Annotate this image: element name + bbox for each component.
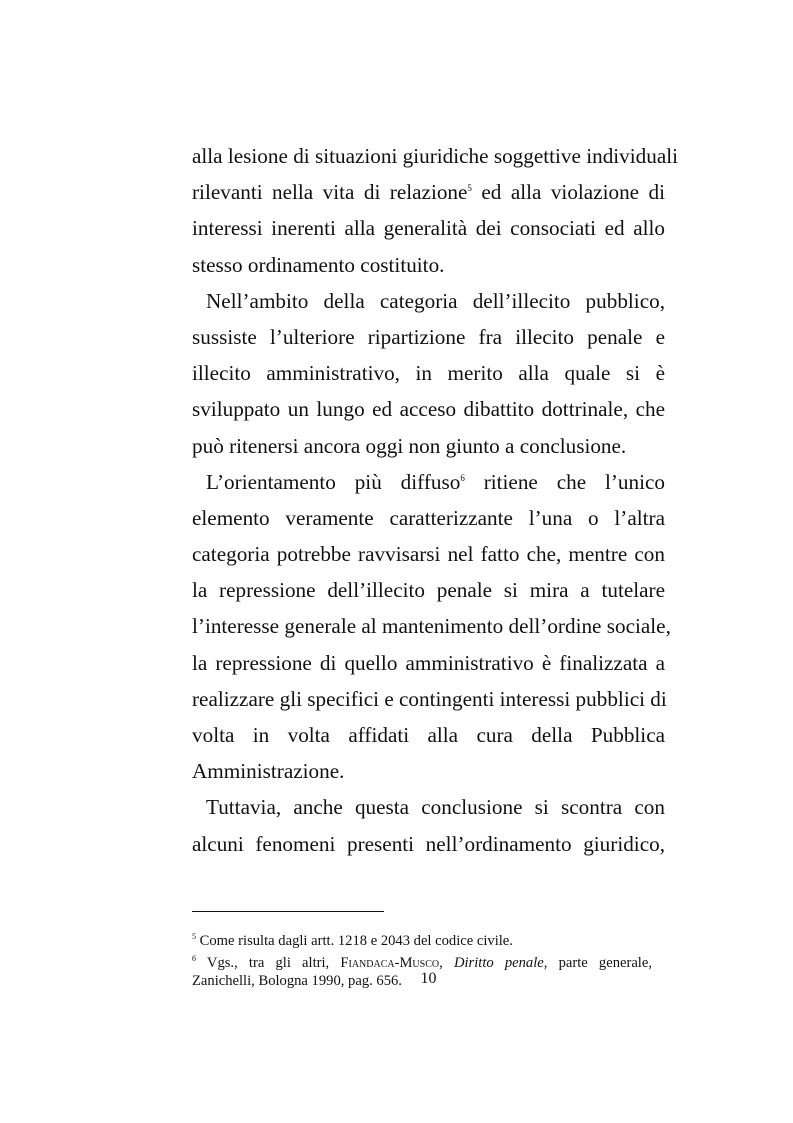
text-line: stesso ordinamento costituito. [192,252,445,277]
page-number: 10 [420,970,437,987]
body-text [192,138,679,862]
footnote-5 [192,932,652,950]
footnote-lead: Vgs., tra gli altri, [206,955,330,971]
text-line: categoria potrebbe ravvisarsi nel fatto che, mentre con [192,542,665,567]
footnote-text: Come risulta dagli artt. 1218 e 2043 del codice civile. [199,933,513,949]
text-line: Amministrazione. [192,759,345,784]
text-fragment: L’orientamento più diffuso [206,469,461,494]
text-line: la repressione dell’illecito penale si mira a tutelare [192,578,665,603]
text-line: interessi inerenti alla generalità dei consociati ed allo [192,216,665,241]
footnote-title: Diritto penale [453,955,544,971]
text-line: alcuni fenomeni presenti nell’ordinamento giuridico, [192,831,665,856]
footnote-number: 6 [192,954,196,964]
text-line: sussiste l’ulteriore ripartizione fra illecito penale e [192,324,665,349]
text-line: sviluppato un lungo ed acceso dibattito dottrinale, che [192,397,665,422]
text-fragment: rilevanti nella vita di relazione [192,180,468,205]
footnote-separator [192,911,384,912]
text-fragment: ed alla violazione di [481,180,666,205]
text-line [192,174,665,210]
text-line: illecito amministrativo, in merito alla quale si è [192,361,665,386]
footnote-line: $^6$ Vgs., tra gli altri, Fiandaca-Musco, Diritto penale, parte generale, [192,954,652,971]
text-line: alla lesione di situazioni giuridiche soggettive individuali [192,144,679,168]
text-line: l’interesse generale al mantenimento dell’ordine sociale, [192,614,671,639]
text-line [192,464,665,500]
text-line: realizzare gli specifici e contingenti interessi pubblici di [192,686,667,711]
text-line: volta in volta affidati alla cura della Pubblica [192,723,665,747]
text-fragment: ritiene che l’unico [483,469,665,494]
text-line: Nell’ambito della categoria dell’illecito pubblico, [206,288,665,313]
footnote-line: Zanichelli, Bologna 1990, pag. 656. [192,973,402,989]
footnote-number: 5 [192,932,196,942]
text-line: Tuttavia, anche questa conclusione si scontra con [206,795,665,820]
footnote-reference-5: 5 [467,183,472,194]
footnote-line [192,932,652,950]
footnote-reference-6: 6 [460,472,465,483]
text-line: la repressione di quello amministrativo è finalizzata a [192,650,665,675]
text-line: elemento veramente caratterizzante l’una o l’altra [192,505,665,530]
footnote-authors: Fiandaca-Musco [340,955,440,971]
text-line: può ritenersi ancora oggi non giunto a conclusione. [192,433,627,458]
footnote-tail: , parte generale, [543,955,652,971]
